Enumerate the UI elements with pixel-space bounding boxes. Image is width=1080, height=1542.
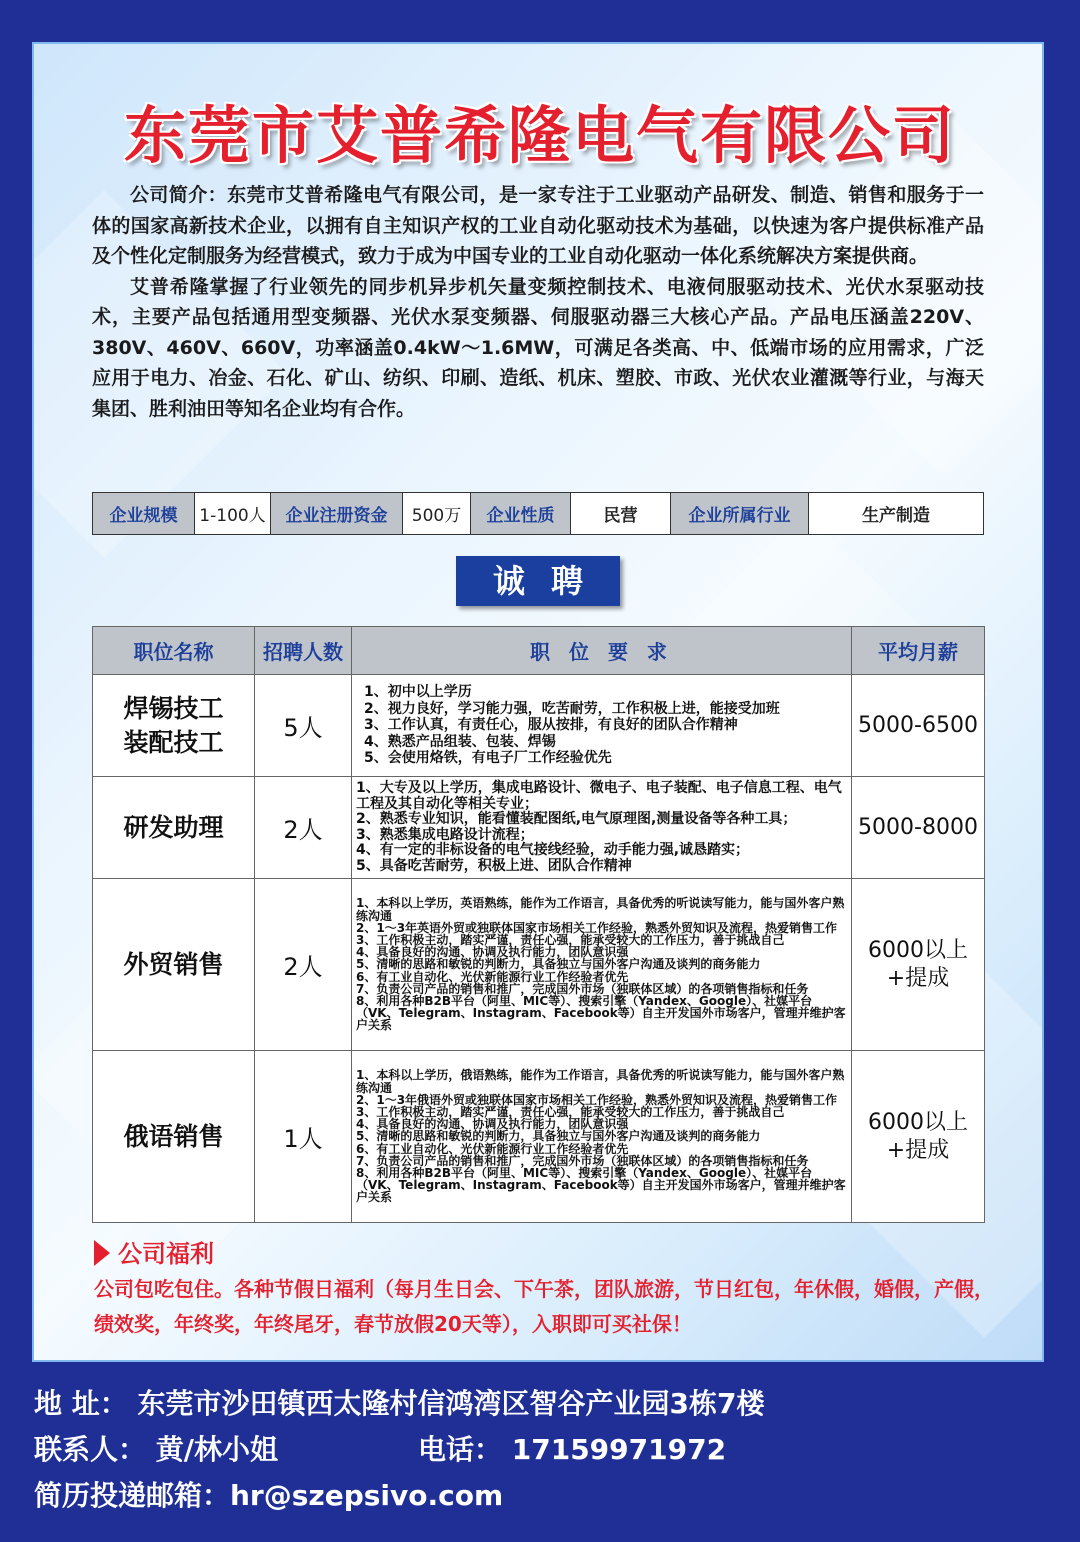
requirement-line: 8、利用各种B2B平台（阿里、MIC等）、搜索引擎（Yandex、Google）、社媒平台（VK、Telegram、Instagram、Facebook等）自主开发国外市场客户，管理并维护客户关系 (356, 1166, 846, 1205)
table-row (93, 675, 985, 777)
salary-line: +提成 (886, 1137, 950, 1163)
job-count: 2人 (255, 777, 352, 879)
requirement-line: 1、本科以上学历，英语熟练，能作为工作语言，具备优秀的听说读写能力，能与国外客户熟练沟通 (356, 896, 845, 923)
requirement-line: 5、会使用烙铁，有电子厂工作经验优先 (364, 750, 612, 767)
requirement-line: 2、1～3年俄语外贸或独联体国家市场相关工作经验，熟悉外贸知识及流程，热爱销售工作 (356, 1092, 838, 1107)
job-requirements (352, 1051, 852, 1223)
benefits-text: 公司包吃包住。各种节假日福利（每月生日会、下午茶，团队旅游，节日红包，年休假，婚假，产假，绩效奖，年终奖，年终尾牙，春节放假20天等），入职即可买社保！ (94, 1277, 994, 1336)
intro-paragraph-1: 公司简介：东莞市艾普希隆电气有限公司，是一家专注于工业驱动产品研发、制造、销售和服务于一体的国家高新技术企业，以拥有自主知识产权的工业自动化驱动技术为基础，以快速为客户提供标准产品及个性化定制服务为经营模式，致力于成为中国专业的工业自动化驱动一体化系统解决方案提供商。 (92, 184, 984, 267)
header-position: 职位名称 (93, 627, 255, 675)
job-name: 外贸销售 (93, 879, 255, 1051)
contact-person: 联系人： 黄/林小姐 (34, 1433, 278, 1466)
requirement-line: 2、1～3年英语外贸或独联体国家市场相关工作经验，熟悉外贸知识及流程，热爱销售工作 (356, 920, 838, 935)
requirement-line: 6、有工业自动化、光伏新能源行业工作经验者优先 (356, 969, 629, 984)
job-salary: 5000-8000 (852, 777, 985, 879)
requirement-line: 5、具备吃苦耐劳，积极上进、团队合作精神 (356, 857, 632, 874)
header-salary: 平均月薪 (852, 627, 985, 675)
hiring-badge: 诚聘 (456, 556, 620, 606)
job-count: 5人 (255, 675, 352, 777)
benefits-heading (94, 1234, 214, 1269)
industry-label: 企业所属行业 (671, 493, 809, 535)
capital-label: 企业注册资金 (271, 493, 403, 535)
job-requirements (352, 777, 852, 879)
email-line: 简历投递邮箱：hr@szepsivo.com (34, 1479, 504, 1512)
requirement-line: 7、负责公司产品的销售和推广，完成国外市场（独联体区域）的各项销售指标和任务 (356, 1153, 809, 1168)
job-name: 研发助理 (93, 777, 255, 879)
nature-value: 民营 (571, 493, 671, 535)
table-row (93, 879, 985, 1051)
requirement-line: 7、负责公司产品的销售和推广，完成国外市场（独联体区域）的各项销售指标和任务 (356, 981, 809, 996)
requirement-line: 3、工作认真，有责任心，服从按排，有良好的团队合作精神 (364, 717, 738, 734)
industry-value: 生产制造 (809, 493, 984, 535)
job-requirements (352, 675, 852, 777)
requirement-line: 2、熟悉专业知识，能看懂装配图纸,电气原理图,测量设备等各种工具； (356, 811, 797, 827)
requirement-line: 1、大专及以上学历，集成电路设计、微电子、电子装配、电子信息工程、电气工程及其自动化等相关专业； (356, 780, 842, 812)
requirement-line: 3、工作积极主动，踏实严谨，责任心强，能承受较大的工作压力，善于挑战自己 (356, 1104, 785, 1119)
salary-line: 6000以上 (868, 937, 968, 963)
header-count: 招聘人数 (255, 627, 352, 675)
job-salary (852, 879, 985, 1051)
job-name-line: 装配技工 (123, 727, 224, 757)
capital-value: 500万 (403, 493, 471, 535)
requirement-line: 6、有工业自动化、光伏新能源行业工作经验者优先 (356, 1141, 629, 1156)
salary-line: 6000以上 (868, 1109, 968, 1135)
requirement-line: 2、视力良好，学习能力强，吃苦耐劳，工作积极上进，能接受加班 (364, 700, 780, 717)
job-count: 1人 (255, 1051, 352, 1223)
requirement-line: 3、熟悉集成电路设计流程； (356, 826, 534, 843)
job-count: 2人 (255, 879, 352, 1051)
benefits-heading-label: 公司福利 (118, 1240, 214, 1268)
requirement-line: 8、利用各种B2B平台（阿里、MIC等）、搜索引擎（Yandex、Google）、社媒平台（VK、Telegram、Instagram、Facebook等）自主开发国外市场客户，管理并维护客户关系 (356, 994, 846, 1033)
triangle-arrow-icon (94, 1240, 110, 1266)
nature-label: 企业性质 (471, 493, 571, 535)
requirement-line: 5、清晰的思路和敏锐的判断力，具备独立与国外客户沟通及谈判的商务能力 (356, 1129, 761, 1144)
requirement-line: 4、有一定的非标设备的电气接线经验，动手能力强,诚恳踏实； (356, 842, 750, 858)
header-requirements: 职 位 要 求 (352, 627, 852, 675)
address-line: 地 址： 东莞市沙田镇西太隆村信鸿湾区智谷产业园3栋7楼 (34, 1387, 765, 1420)
job-name-line: 焊锡技工 (123, 693, 224, 723)
contact-line (34, 1428, 1034, 1468)
intro-paragraph-2: 艾普希隆掌握了行业领先的同步机异步机矢量变频控制技术、电液伺服驱动技术、光伏水泵驱动技术，主要产品包括通用型变频器、光伏水泵变频器、伺服驱动器三大核心产品。产品电压涵盖220V、380V、460V、660V，功率涵盖0.4kW～1.6MW，可满足各类高、中、低端市场的应用需求，广泛应用于电力、冶金、石化、矿山、纺织、印刷、造纸、机床、塑胶、市政、光伏农业灌溉等行业，与海天集团、胜利油田等知名企业均有合作。 (92, 275, 984, 420)
jobs-table (92, 626, 985, 1223)
requirement-line: 3、工作积极主动，踏实严谨，责任心强，能承受较大的工作压力，善于挑战自己 (356, 932, 785, 947)
job-salary (852, 1051, 985, 1223)
table-row (93, 1051, 985, 1223)
company-title: 东莞市艾普希隆电气有限公司 (123, 99, 956, 172)
requirement-line: 4、熟悉产品组装、包装、焊锡 (364, 733, 556, 750)
job-requirements (352, 879, 852, 1051)
job-name (93, 675, 255, 777)
phone-number: 电话： 17159971972 (418, 1433, 727, 1466)
table-row (93, 777, 985, 879)
requirement-line: 5、清晰的思路和敏锐的判断力，具备独立与国外客户沟通及谈判的商务能力 (356, 957, 761, 972)
requirement-line: 4、具备良好的沟通、协调及执行能力，团队意识强 (356, 1117, 629, 1132)
scale-label: 企业规模 (93, 493, 195, 535)
requirement-line: 1、初中以上学历 (364, 684, 472, 701)
company-intro (92, 180, 984, 424)
company-info-table (92, 492, 984, 535)
jobs-header-row (93, 627, 985, 675)
scale-value: 1-100人 (195, 493, 271, 535)
requirement-line: 1、本科以上学历，俄语熟练，能作为工作语言，具备优秀的听说读写能力，能与国外客户熟练沟通 (356, 1068, 845, 1095)
requirement-line: 4、具备良好的沟通、协调及执行能力，团队意识强 (356, 945, 629, 960)
salary-line: +提成 (886, 965, 950, 991)
job-name: 俄语销售 (93, 1051, 255, 1223)
job-salary: 5000-6500 (852, 675, 985, 777)
